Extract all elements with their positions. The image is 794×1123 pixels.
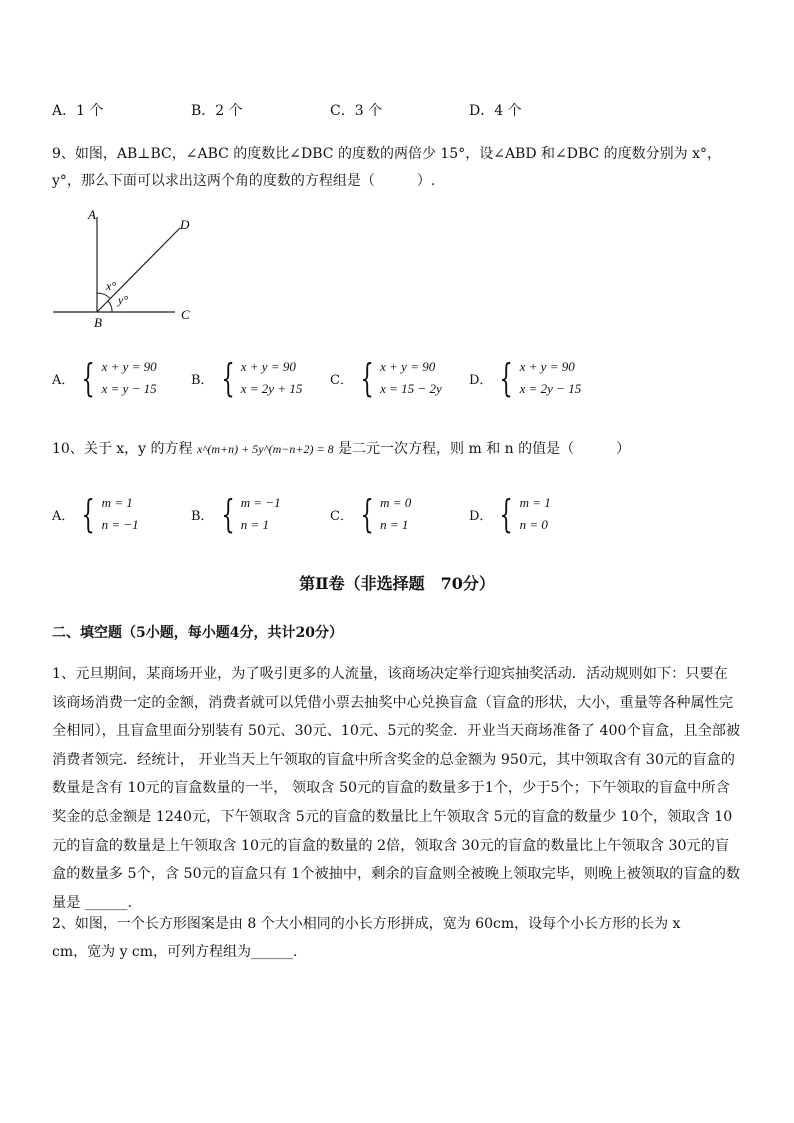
q9-option-c: C． { x + y = 90 x = 15 − 2y [330, 356, 442, 400]
label-a: A [88, 207, 96, 222]
label-d: D [180, 217, 190, 232]
q9-option-d: D． { x + y = 90 x = 2y − 15 [469, 356, 582, 400]
q9-option-a: A． { x + y = 90 x = y − 15 [52, 356, 157, 400]
q9-angle-figure [50, 205, 200, 330]
arc-x [97, 293, 110, 299]
section2-heading: 二、填空题（5小题，每小题4分，共计20分） [52, 625, 343, 641]
q8-option-b: B．2 个 [191, 103, 243, 119]
part2-heading: 第Ⅱ卷（非选择题 70分） [299, 574, 495, 593]
q10-option-a: A． { m = 1 n = −1 [52, 492, 139, 536]
q10-option-b: B． { m = −1 n = 1 [191, 492, 281, 536]
label-b: B [94, 315, 102, 330]
label-c: C [181, 307, 190, 322]
q10-stem: 10、关于 x，y 的方程 x^(m+n) + 5y^(m−n+2) = 8 是二元一次方程，则 m 和 n 的值是（ ） [52, 441, 631, 457]
q10-equation: x^(m+n) + 5y^(m−n+2) = 8 [196, 442, 334, 456]
q9-stem-line1: 9、如图，AB⊥BC，∠ABC 的度数比∠DBC 的度数的两倍少 15°，设∠ABD 和∠DBC 的度数分别为 x°， [52, 146, 722, 162]
q10-option-d: D． { m = 1 n = 0 [469, 492, 551, 536]
q9-stem-line2: y°，那么下面可以求出这两个角的度数的方程组是（ ）. [52, 173, 436, 189]
q8-option-a: A．1 个 [52, 103, 104, 119]
arc-y [108, 301, 112, 312]
q8-option-c: C．3 个 [330, 103, 383, 119]
line-bd [97, 228, 180, 312]
q8-option-d: D．4 个 [469, 103, 522, 119]
label-y: y° [118, 293, 129, 307]
fill-question-2-line2: cm，宽为 y cm，可列方程组为______. [52, 944, 298, 960]
q9-option-b: B． { x + y = 90 x = 2y + 15 [191, 356, 303, 400]
fill-question-1: 1、元旦期间，某商场开业，为了吸引更多的人流量，该商场决定举行迎宾抽奖活动．活动规则如下：只要在该商场消费一定的金额，消费者就可以凭借小票去抽奖中心兑换盲盒（盲盒的形状，大小，重量等各种属性完全相同），且盲盒里面分别装有 50元、30元、10元、5元的奖金．开业当天商场准备了 400个盲盒，且全部被消费者领完．经统计， 开业当天上午领取的盲盒中所含奖金的总金额为 950元，其中领取含有 30元的盲盒的数量是含有 10元的盲盒数量的一半， 领取含 50元的盲盒的数量多于1个，少于5个；下午领取的盲盒中所含奖金的总金额是 1240元，下午领取含 5元的盲盒的数量比上午领取含 5元的盲盒的数量少 10个，领取含 10元的盲盒的数量是上午领取含 10元的盲盒的数量的 2倍，领取含 30元的盲盒的数量比上午领取含 30元的盲盒的数量多 5个，含 50元的盲盒只有 1个被抽中，剩余的盲盒则全被晚上领取完毕，则晚上被领取的盲盒的数量是 ______. [52, 666, 741, 911]
q8-options [52, 100, 692, 120]
q10-option-c: C． { m = 0 n = 1 [330, 492, 412, 536]
label-x: x° [106, 279, 117, 293]
fill-question-2-line1: 2、如图，一个长方形图案是由 8 个大小相同的小长方形拼成，宽为 60cm，设每个小长方形的长为 x [52, 916, 681, 932]
